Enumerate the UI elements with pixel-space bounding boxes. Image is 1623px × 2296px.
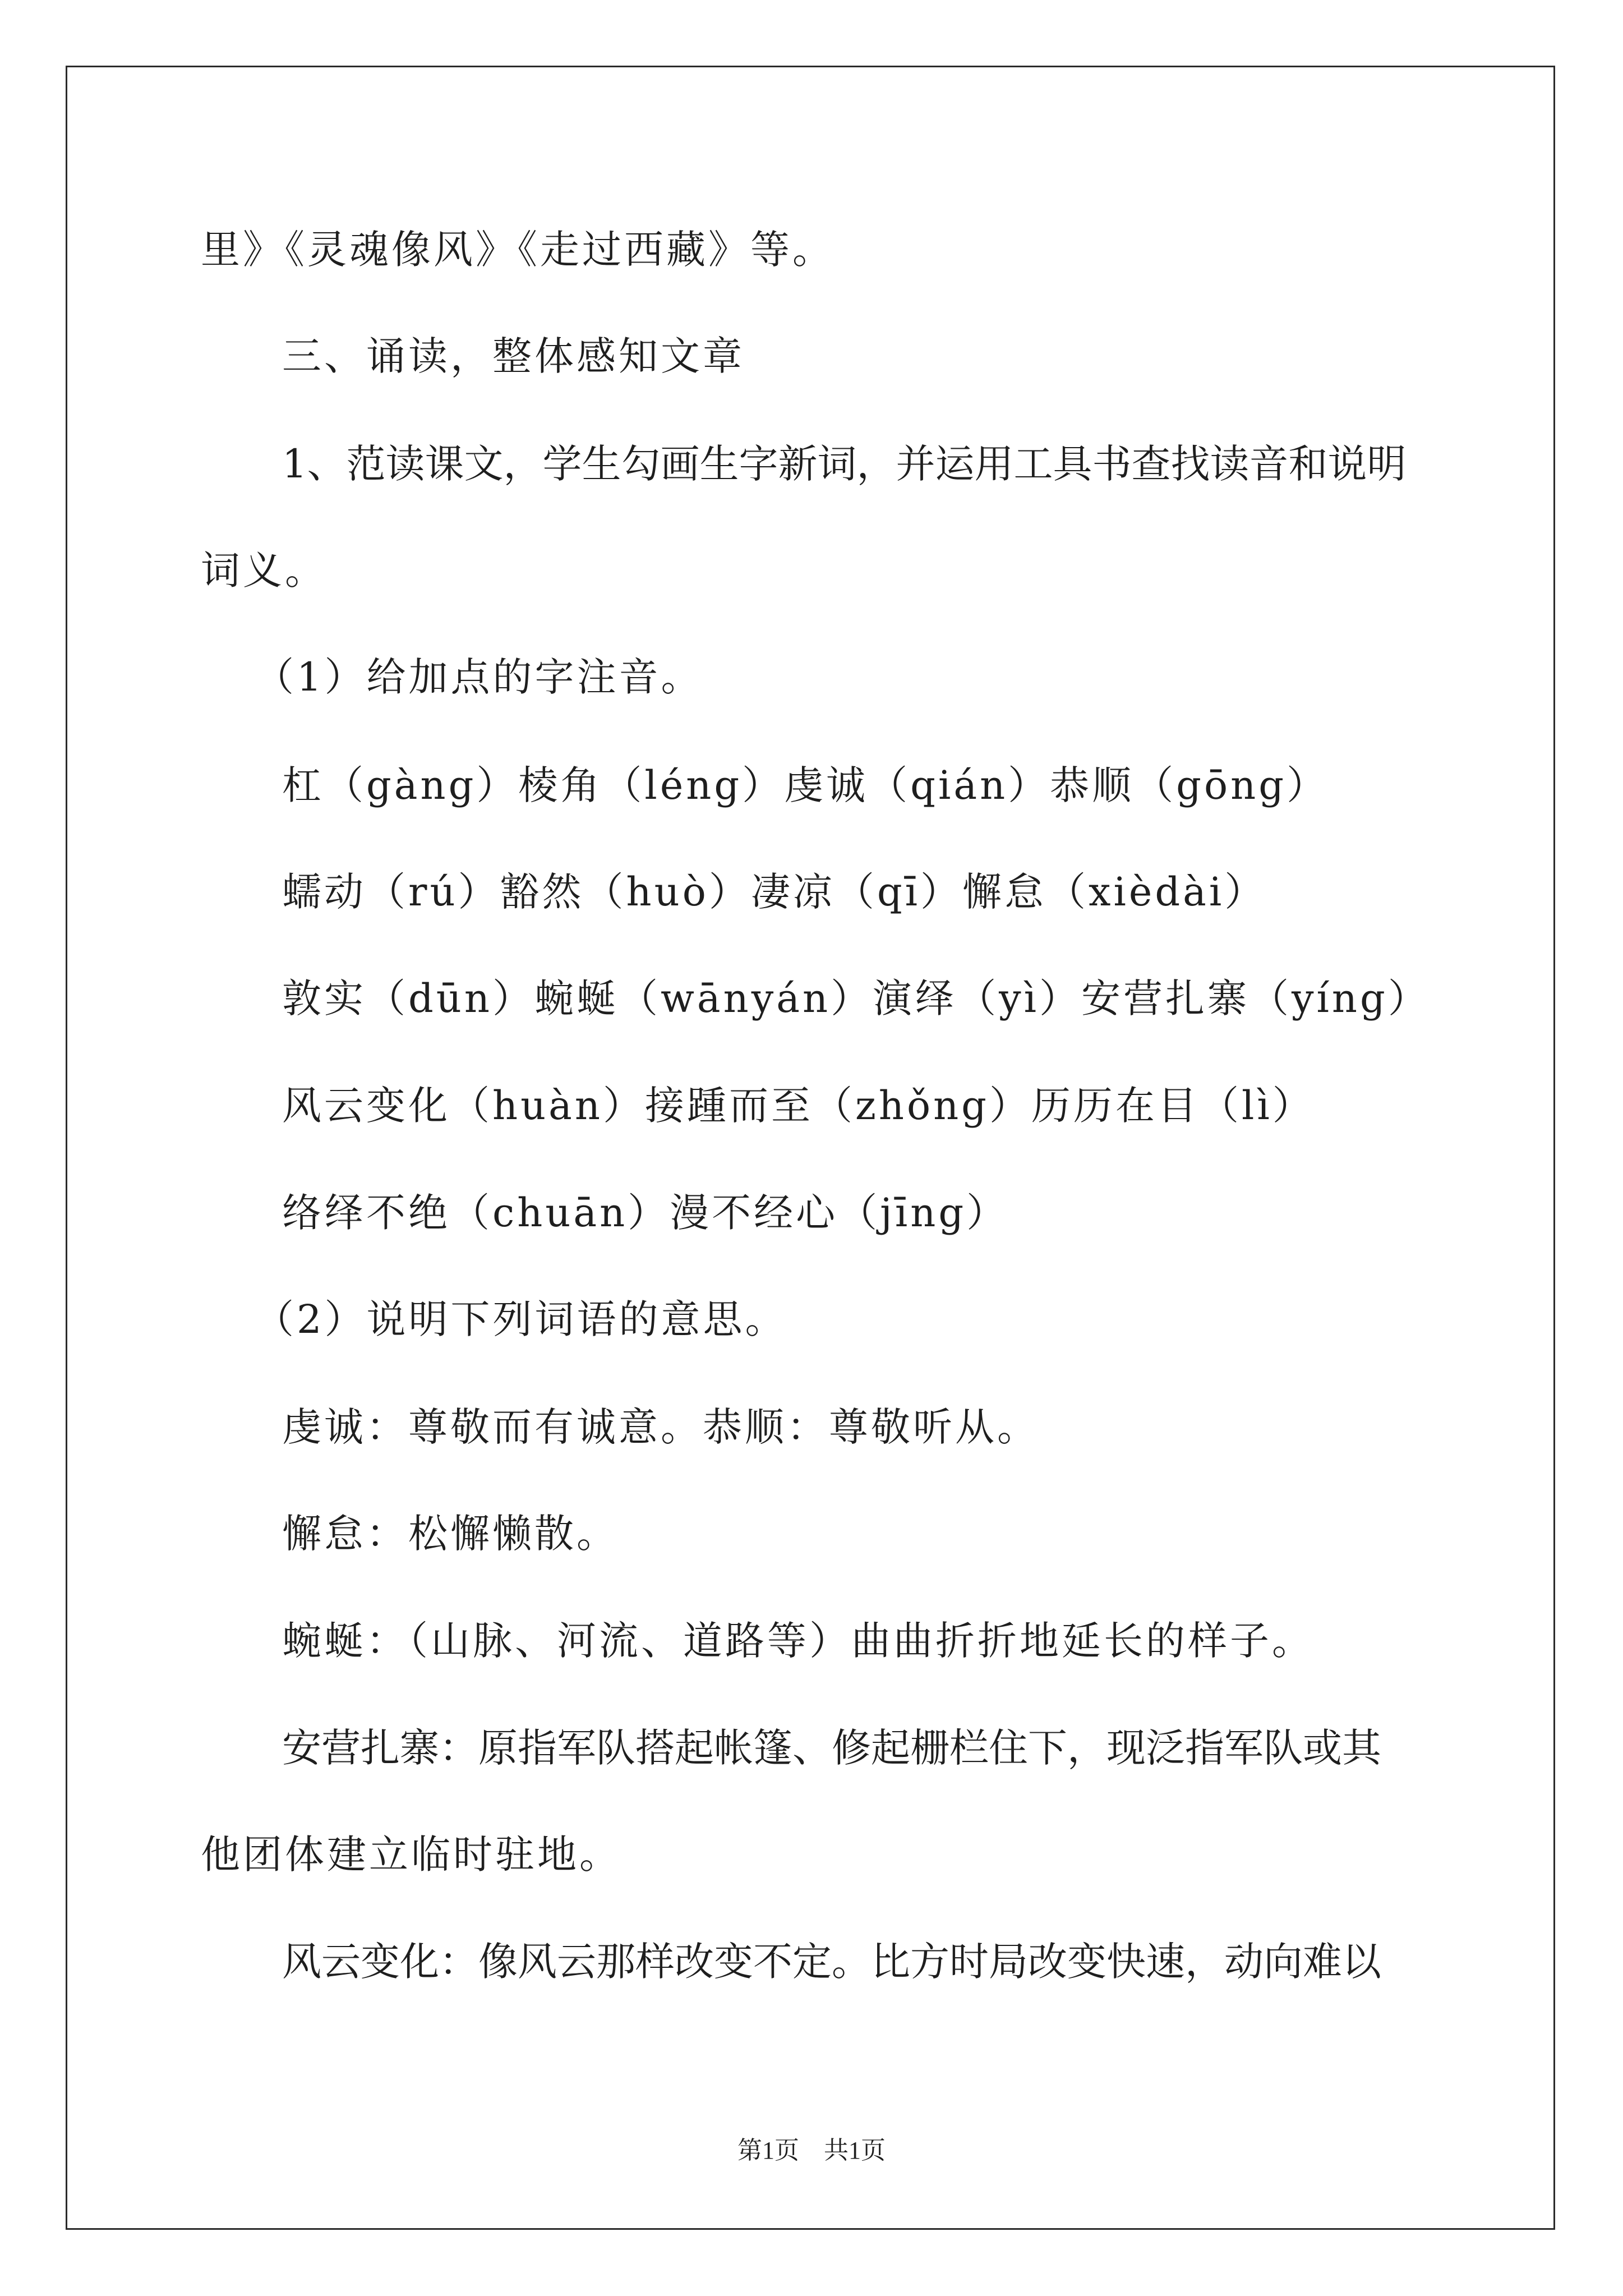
definition-line: 安营扎寨：原指军队搭起帐篷、修起栅栏住下，现泛指军队或其 bbox=[282, 1725, 1381, 1771]
definition-line: 虔诚：尊敬而有诚意。恭顺：尊敬听从。 bbox=[282, 1404, 1039, 1450]
definition-line: 他团体建立临时驻地。 bbox=[201, 1832, 621, 1878]
definition-line: 蜿蜒：（山脉、河流、道路等）曲曲折折地延长的样子。 bbox=[282, 1618, 1314, 1664]
pinyin-line: 敦实（dūn）蜿蜒（wānyán）演绎（yì）安营扎寨（yíng） bbox=[282, 976, 1430, 1022]
pinyin-line: 蠕动（rú）豁然（huò）凄凉（qī）懈怠（xièdài） bbox=[282, 869, 1267, 915]
pinyin-line: 络绎不绝（chuān）漫不经心（jīng） bbox=[282, 1190, 1009, 1236]
pinyin-line: 杠（gàng）棱角（léng）虔诚（qián）恭顺（gōng） bbox=[282, 762, 1329, 808]
section-heading: 三、诵读，整体感知文章 bbox=[282, 333, 745, 379]
page-number-footer: 第1页 共1页 bbox=[737, 2137, 886, 2164]
definition-line: 懈怠：松懈懒散。 bbox=[282, 1511, 619, 1557]
subsection-heading: （2）说明下列词语的意思。 bbox=[255, 1296, 787, 1342]
page-border bbox=[66, 66, 1555, 2230]
subsection-heading: （1）给加点的字注音。 bbox=[255, 654, 703, 700]
definition-line: 风云变化：像风云那样改变不定。比方时局改变快速，动向难以 bbox=[282, 1939, 1381, 1985]
text-line: 1、范读课文，学生勾画生字新词，并运用工具书查找读音和说明 bbox=[282, 441, 1407, 487]
text-line: 词义。 bbox=[201, 547, 327, 593]
pinyin-line: 风云变化（huàn）接踵而至（zhǒng）历历在目（lì） bbox=[282, 1083, 1315, 1129]
text-line: 里》《灵魂像风》《走过西藏》等。 bbox=[201, 227, 834, 273]
